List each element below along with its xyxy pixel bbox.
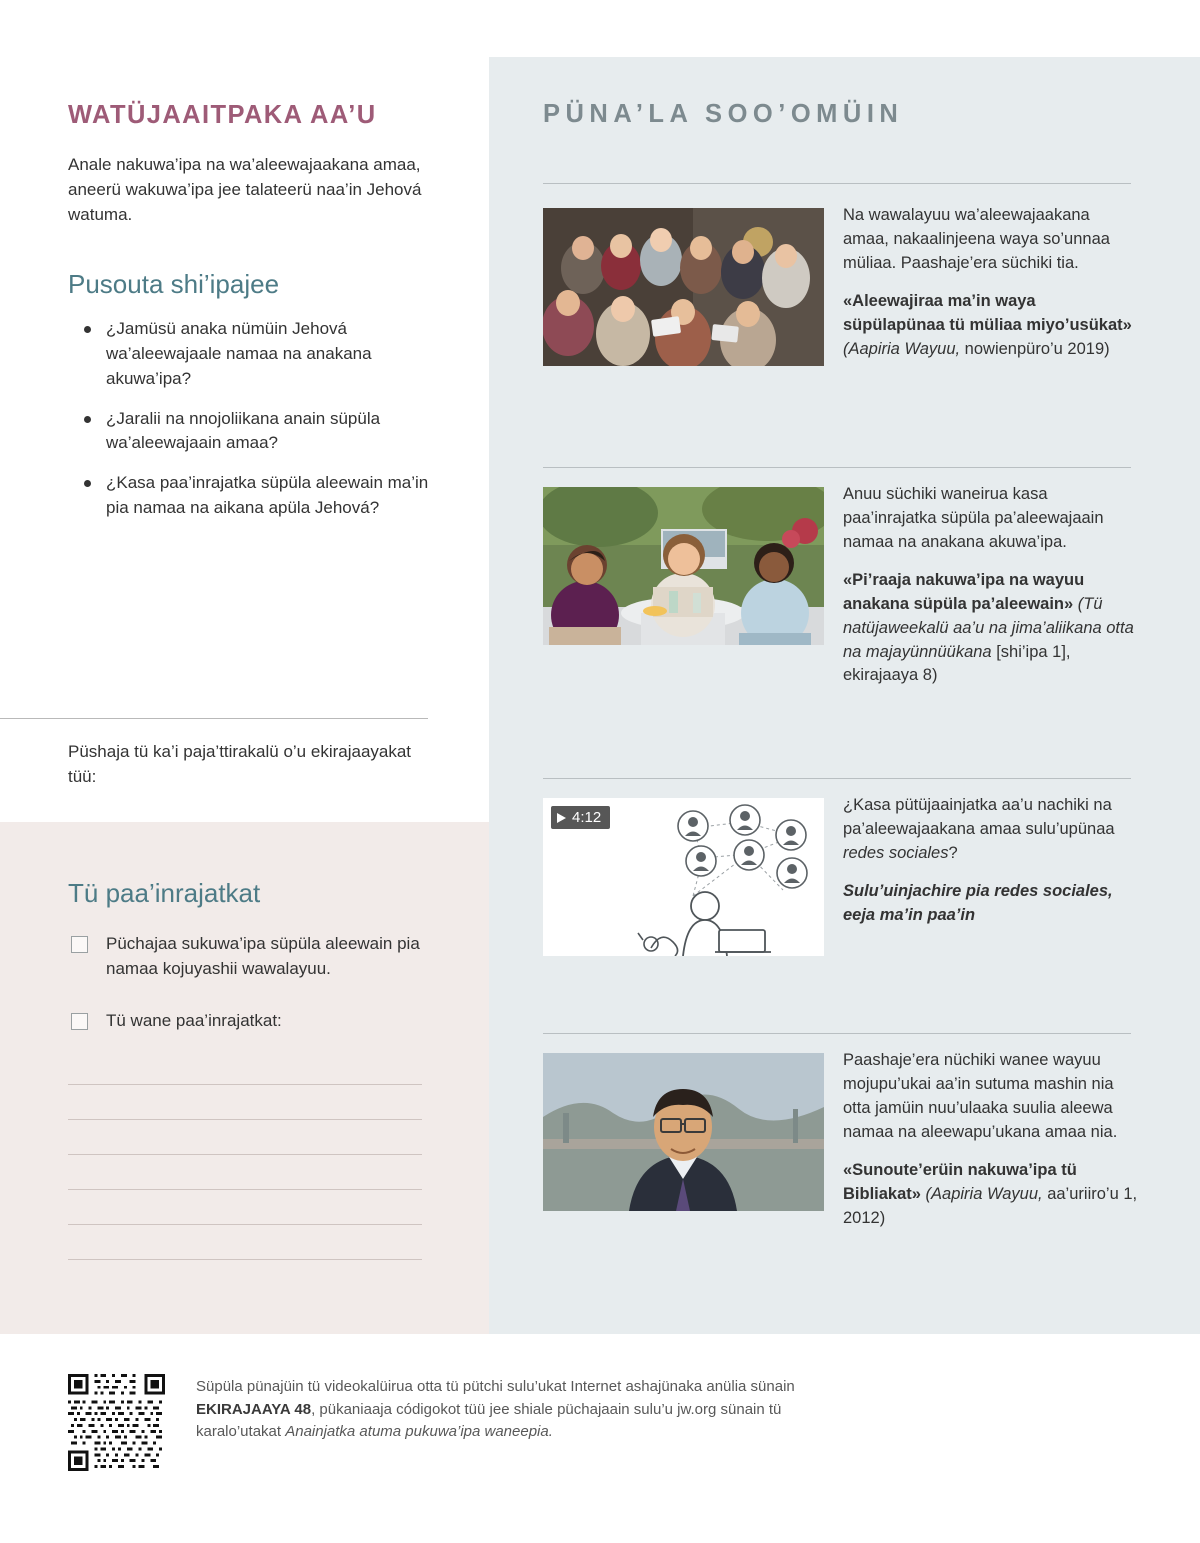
list-item: ¿Jamüsü anaka nümüin Jehová wa’aleewajaale namaa na anakana akuwa’ipa?	[104, 317, 448, 392]
write-line	[68, 1119, 422, 1120]
write-in-lines[interactable]	[68, 1084, 422, 1294]
section-heading-todo: Tü paa’inrajatkat	[68, 878, 261, 908]
page-title: WATÜJAAITPAKA AA’U	[68, 101, 377, 129]
resource-text	[843, 794, 1138, 928]
resource-reference-date: [shi’ipa 1], ekirajaaya 8)	[843, 642, 1071, 685]
qr-code-svg	[68, 1374, 165, 1471]
left-column	[68, 100, 448, 536]
three-sisters-table-photo-svg	[543, 487, 824, 645]
social-network-video-thumbnail[interactable]	[543, 798, 824, 956]
resource-video-title: Sulu’uinjachire pia redes sociales, eeja ma’in paa’in	[843, 881, 1113, 924]
resource-reference-title: «Aleewajiraa ma’in waya süpülapünaa tü müliaa miyo’usükat»	[843, 291, 1132, 334]
assignment-text: Püshaja tü ka’i paja’ttirakalü o’u ekirajaayakat tüü:	[68, 742, 412, 786]
divider	[543, 183, 1131, 184]
write-line	[68, 1224, 422, 1225]
resource-row	[543, 208, 1143, 438]
resource-paragraph	[843, 794, 1138, 866]
qr-code[interactable]	[68, 1374, 165, 1471]
footer-lesson-ref: EKIRAJAAYA 48	[196, 1400, 312, 1418]
divider	[543, 467, 1131, 468]
resource-text	[843, 204, 1138, 362]
resource-reference-pub: (Aapiria Wayuu,	[920, 1184, 1043, 1203]
resource-reference-pub: (Tü natüjaweekalü aa’u na jima’aliikana otta na majayünnüükana	[843, 594, 1134, 661]
footer-publication-title: Anainjatka atuma pukuwa’ipa waneepia.	[285, 1423, 553, 1440]
resource-row	[543, 1053, 1143, 1283]
checkbox[interactable]	[71, 936, 88, 953]
footer-text-post: , pükaniaaja códigokot tüü jee shiale püchajaain sulu’u jw.org sünain tü karalo’utakat	[196, 1400, 782, 1440]
divider	[543, 1033, 1131, 1034]
list-item[interactable]	[68, 1009, 428, 1034]
write-line	[68, 1084, 422, 1085]
resource-row	[543, 487, 1143, 727]
brother-portrait-photo	[543, 1053, 824, 1211]
resource-paragraph-pre: ¿Kasa pütüjaainjatka aa’u nachiki na pa’aleewajaakana amaa sulu’upünaa	[843, 796, 1115, 838]
resource-reference-title: «Pi’raaja nakuwa’ipa na wayuu anakana süpüla pa’aleewain»	[843, 570, 1085, 613]
todo-checklist	[68, 932, 428, 1034]
footer-text	[196, 1376, 796, 1444]
resource-paragraph: Anuu süchiki waneirua kasa paa’inrajatka süpüla pa’aleewajaain namaa na anakana akuwa’ipa.	[843, 485, 1104, 551]
write-line	[68, 1154, 422, 1155]
resource-paragraph: Paashaje’era nüchiki wanee wayuu mojupu’ukai aa’in sutuma mashin nia otta jamüin nuu’ulaaka suulia aleewa namaa na aleewapu’ukana amaa nia.	[843, 1051, 1118, 1141]
video-duration: 4:12	[572, 809, 602, 826]
list-item-label: Tü wane paa’inrajatkat:	[106, 1010, 282, 1030]
resource-paragraph-post: ?	[948, 843, 958, 862]
resource-text	[843, 1049, 1138, 1230]
resource-row-video	[543, 798, 1143, 1018]
resource-paragraph-italic: redes sociales	[843, 843, 949, 862]
list-item: ¿Jaralii na nnojoliikana anain süpüla wa’aleewajaain amaa?	[104, 407, 448, 457]
list-item-label: Püchajaa sukuwa’ipa süpüla aleewain pia namaa kojuyashii wawalayuu.	[106, 934, 420, 978]
group-study-illustration-svg	[543, 208, 824, 366]
divider	[543, 778, 1131, 779]
play-icon	[557, 813, 566, 823]
list-item[interactable]	[68, 932, 428, 982]
divider	[0, 718, 428, 719]
resource-reference-pub: (Aapiria Wayuu,	[843, 339, 961, 358]
right-column-title: PÜNA’LA SOO’OMÜIN	[543, 100, 904, 128]
intro-paragraph: Anale nakuwa’ipa na wa’aleewajaakana amaa, aneerü wakuwa’ipa jee talateerü naa’in Jehová watuma.	[68, 154, 422, 224]
resource-reference-date: nowienpüro’u 2019)	[960, 339, 1110, 358]
brother-portrait-svg	[543, 1053, 824, 1211]
write-line	[68, 1189, 422, 1190]
resource-reference-title: «Sunoute’erüin nakuwa’ipa tü Bibliakat»	[843, 1160, 1077, 1203]
checkbox[interactable]	[71, 1013, 88, 1030]
resource-reference-date: aa’uriiro’u 1, 2012)	[843, 1184, 1138, 1227]
list-item: ¿Kasa paa’inrajatka süpüla aleewain ma’in pia namaa na aikana apüla Jehová?	[104, 471, 448, 521]
footer-text-pre: Süpüla pünajüin tü videokalüirua otta tü pütchi sulu’ukat Internet ashajünaka anülia sünain	[196, 1378, 795, 1395]
resource-paragraph: Na wawalayuu wa’aleewajaakana amaa, nakaalinjeena waya so’unnaa müliaa. Paashaje’era süchiki tia.	[843, 206, 1110, 272]
resource-text	[843, 483, 1138, 688]
three-sisters-table-photo	[543, 487, 824, 645]
video-duration-badge	[551, 806, 610, 829]
group-study-illustration	[543, 208, 824, 366]
write-line	[68, 1259, 422, 1260]
question-list	[68, 317, 448, 522]
section-heading-think: Pusouta shi’ipajee	[68, 268, 280, 299]
